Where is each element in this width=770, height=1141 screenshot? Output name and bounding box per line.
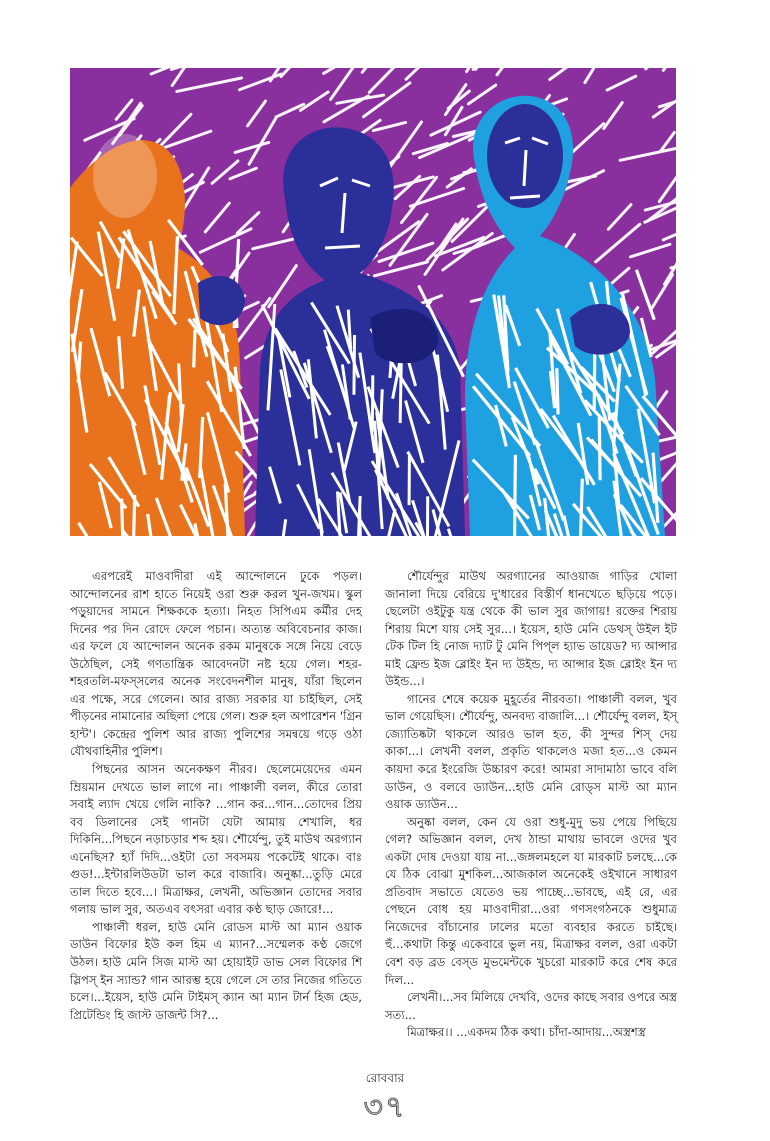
paragraph: পাঞ্চালী ধরল, হাউ মেনি রোডস মাস্ট আ ম্যান ওয়াক ডাউন বিফোর ইউ কল হিম এ ম্যান?...সম্মেলক কণ্ঠ জেগে উঠল। হাউ মেনি সিজ মাস্ট আ হোয়াইট ডাভ সেল বিফোর শি স্লিপস্ ইন স্যান্ড? গান আরম্ভ হয়ে গেলে সে তার নিজের গতিতে চলে।...ইয়েস, হাউ মেনি টাইমস্ ক্যান আ ম্যান টার্ন হিজ হেড, প্রিটেন্ডিং হি জাস্ট ডাজন্ট সি?...: [70, 919, 362, 1022]
paragraph: এরপরেই মাওবাদীরা এই আন্দোলনে ঢুকে পড়ল। আন্দোলনের রাশ হাতে নিয়েই ওরা শুরু করল খুন-জখম। স্কুল পড়ুয়াদের সামনে শিক্ষককে হত্যা। নিহত সিপিএম কর্মীর দেহ দিনের পর দিন রোদে ফেলে পচান। অত্যন্ত অবিবেচনার কাজ। এর ফলে যে আন্দোলন অনেক রকম মানুষকে সঙ্গে নিয়ে বেড়ে উঠেছিল, সেই গণতান্ত্রিক আবেদনটা নষ্ট হয়ে গেল। শহর-শহরতলি-মফস্সলের অনেক সংবেদনশীল মানুষ, যাঁরা ছিলেন এর পক্ষে, সরে গেলেন। আর রাজ্য সরকার যা চাইছিল, সেই পীড়নের নামানোর অছিলা পেয়ে গেল। শুরু হল অপারেশন 'গ্রিন হান্ট'। কেন্দ্রের পুলিশ আর রাজ্য পুলিশের সমন্বয়ে গড়ে ওঠা যৌথবাহিনীর পুলিশ।: [70, 569, 362, 759]
paragraph: পিছনের আসন অনেকক্ষণ নীরব। ছেলেমেয়েদের এমন ম্রিয়মান দেখতে ভাল লাগে না। পাঞ্চালী বলল, কীরে তোরা সবাই ল্যাদ খেয়ে গেলি নাকি? ...গান কর...গান...তোদের প্রিয় বব ডিলানের সেই গানটা যেটা আমায় শেখালি, ধর দিকিনি...পিছনে নড়াচড়ার শব্দ হয়। শৌর্যেন্দু, তুই মাউথ অরগ্যান এনেছিস? হ্যাঁ দিদি...ওইটা তো সবসময় পকেটেই থাকে। বাঃ গুড!...ইন্টারলিউডটা ভাল করে বাজাবি। অনুষ্কা...তুড়ি মেরে তাল দিতে হবে...। মিত্রাক্ষর, লেখনী, অভিজ্ঞান তোদের সবার গলায় ভাল সুর, অতএব বৎসরা এবার কণ্ঠ ছাড় জোরে!...: [70, 762, 362, 917]
paragraph: অনুষ্কা বলল, কেন যে ওরা শুধু-মুদু ভয় পেয়ে পিছিয়ে গেল? অভিজ্ঞান বলল, দেখ ঠান্ডা মাথায় ভাবলে ওদের খুব একটা দোষ দেওয়া যায় না...জঙ্গলমহলে যা মারকাট চলছে...কে যে ঠিক বোঝা মুশকিল...আজকাল অনেকেই ওইখানে সাধারণ প্রতিবাদ সভাতে যেতেও ভয় পাচ্ছে...ভাবছে, এই রে, এর পেছনে বোধ হয় মাওবাদীরা...ওরা গণসংগঠনকে শুধুমাত্র নিজেদের বাঁচানোর ঢালের মতো ব্যবহার করতে চাইছে। হুঁ...কথাটা কিন্তু একেবারে ভুল নয়, মিত্রাক্ষর বলল, ওরা একটা বেশ বড় ব্রড বেস্‌ড মুভমেন্টকে খুচরো মারকাট করে শেষ করে দিল...: [385, 814, 677, 987]
magazine-name: রোববার: [365, 1071, 405, 1085]
left-text-column: [70, 568, 362, 1024]
page-number: ৩৭: [363, 1090, 407, 1125]
right-text-column: [385, 568, 677, 1042]
woodcut-illustration: [70, 68, 676, 536]
paragraph: শৌর্যেন্দুর মাউথ অরগ্যানের আওয়াজ গাড়ির খোলা জানালা দিয়ে বেরিয়ে দু'ধারের বিস্তীর্ণ ধানখেতে ছড়িয়ে পড়ে। ছেলেটা ওইটুকু যন্ত্র থেকে কী ভাল সুর জাগায়! রক্তের শিরায় শিরায় মিশে যায় সেই সুর...। ইয়েস, হাউ মেনি ডেথস্ উইল ইট টেক টিল হি নোজ দ্যাট টু মেনি পিপ্‌ল হ্যাভ ডায়েড? দ্য আন্সার মাই ফ্রেন্ড ইজ ব্লোইং ইন দ্য উইন্ড, দ্য আন্সার ইজ ব্লোইং ইন দ্য উইন্ড...।: [385, 569, 677, 689]
paragraph: মিত্রাক্ষর।। ...একদম ঠিক কথা। চাঁদা-আদায়...অস্ত্রশস্ত্র: [407, 1025, 646, 1040]
illustration: [70, 68, 676, 536]
paragraph: গানের শেষে কয়েক মুহূর্তের নীরবতা। পাঞ্চালী বলল, খুব ভাল গেয়েছিস। শৌর্যেন্দু, অনবদ্য বাজালি...। শৌর্যেন্দু বলল, ইস্ জ্যোতিষ্কটা থাকলে আরও ভাল হত, কী সুন্দর শিস্ দেয় কাকা...। লেখনী বলল, প্রকৃতি থাকলেও মজা হত...ও কেমন কায়দা করে ইংরেজি উচ্চারণ করে! আমরা সাদামাঠা ভাবে বলি ডাউন, ও বলবে ড্যাউন...হাউ মেনি রোড্‌স মাস্ট আ ম্যান ওয়াক ড্যাউন...: [385, 691, 677, 812]
paragraph: লেখনী।...সব মিলিয়ে দেখবি, ওদের কাছে সবার ওপরে অস্ত্র সত্য...: [385, 990, 677, 1022]
